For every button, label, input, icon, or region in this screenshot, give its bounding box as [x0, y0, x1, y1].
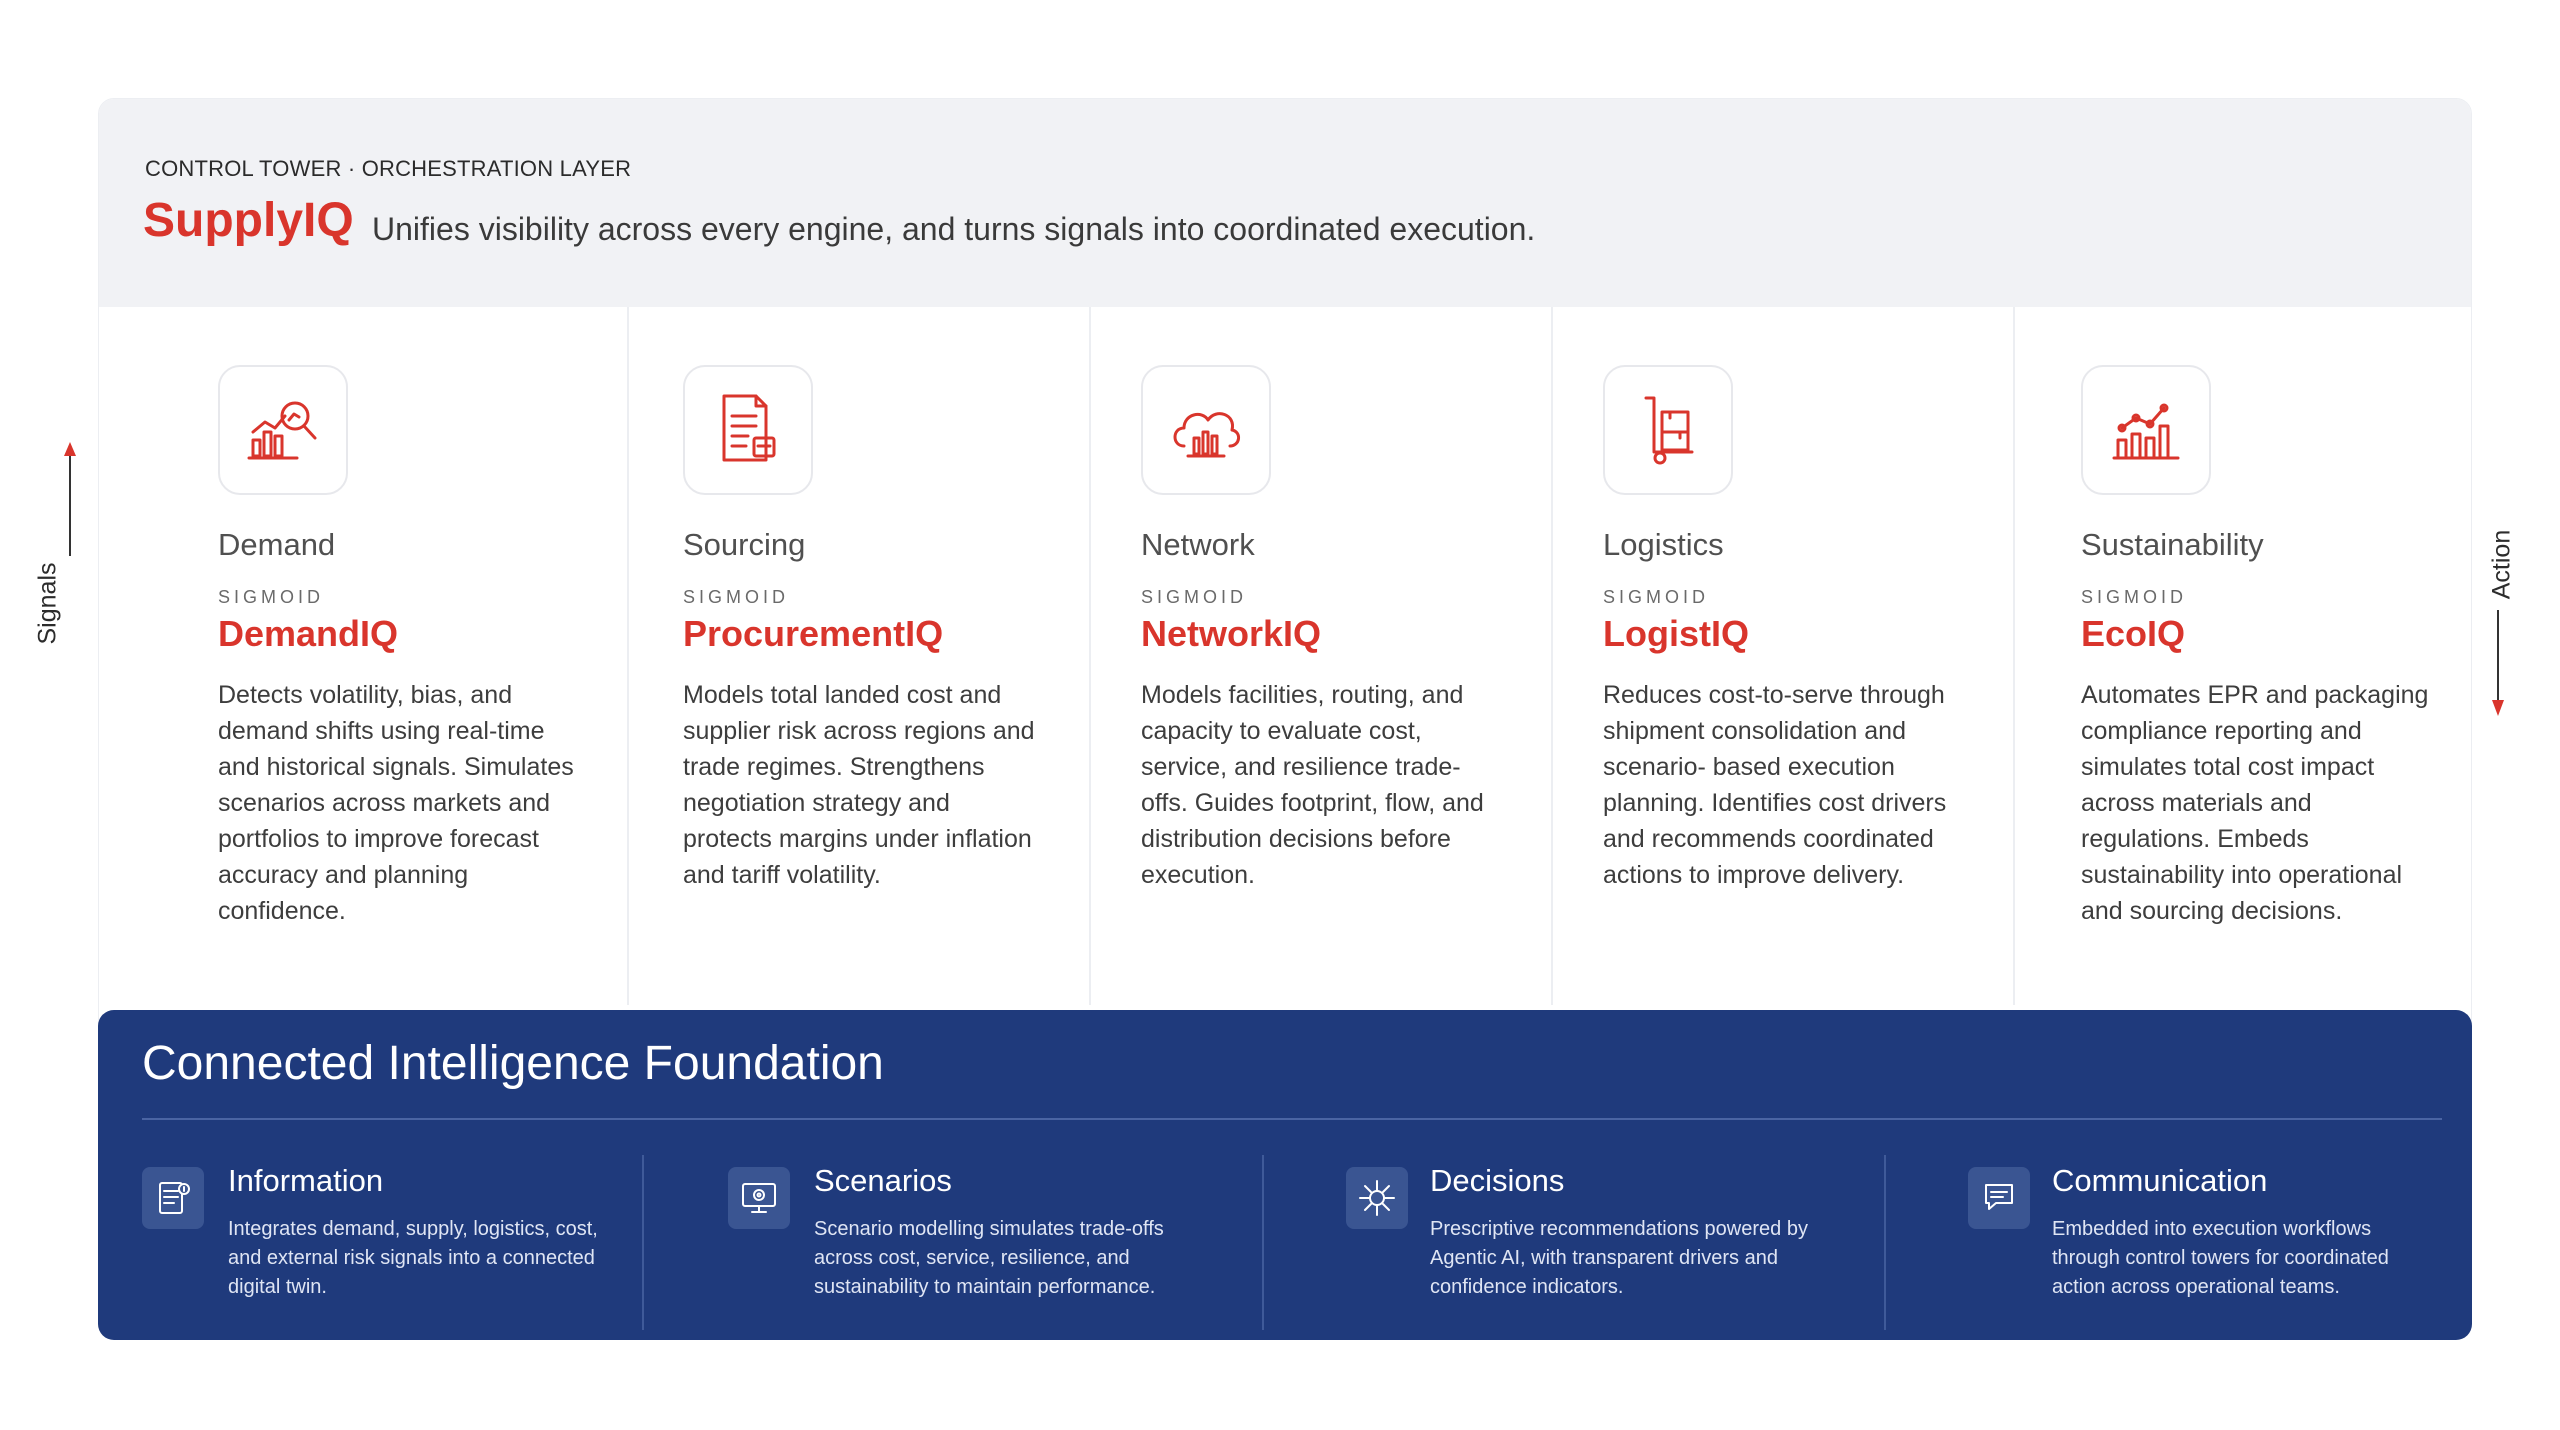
engine-brand: SIGMOID [683, 587, 790, 607]
action-label: Action [2487, 529, 2516, 600]
engine-name: ProcurementIQ [683, 613, 944, 654]
engine-category: Sourcing [683, 527, 806, 562]
engine-category: Demand [218, 527, 336, 562]
engine-brand: SIGMOID [1603, 587, 1710, 607]
engine-description: Automates EPR and packaging compliance reporting and simulates total cost impact across materials and regulations. Embeds sustainability into operational and sourcing decisions. [2081, 681, 2429, 925]
information-document-icon [142, 1167, 204, 1229]
engine-brand: SIGMOID [2081, 587, 2188, 607]
control-tower-header [99, 99, 2471, 307]
engine-category: Network [1141, 527, 1255, 562]
pillar-title: Scenarios [814, 1163, 952, 1198]
demand-analytics-icon [218, 365, 348, 495]
pillar-scenarios [642, 1155, 1262, 1330]
growth-chart-icon [2081, 365, 2211, 495]
engine-description: Models total landed cost and supplier risk across regions and trade regimes. Strengthens negotiation strategy and protects margins under inflation and tariff volatility. [683, 681, 1035, 889]
pillar-title: Decisions [1430, 1163, 1565, 1198]
foundation-title: Connected Intelligence Foundation [142, 1037, 884, 1090]
engine-sourcing [627, 307, 1089, 1005]
action-down-arrow-icon [2478, 522, 2518, 722]
header-brand: SupplyIQ [143, 194, 354, 247]
engine-category: Logistics [1603, 527, 1724, 562]
chat-bubbles-icon [1968, 1167, 2030, 1229]
engine-brand: SIGMOID [1141, 587, 1248, 607]
engine-description: Reduces cost-to-serve through shipment consolidation and scenario- based execution planning. Identifies cost drivers and recommends coordinated actions to improve delivery. [1603, 681, 1947, 889]
engine-name: DemandIQ [218, 613, 399, 654]
procurement-document-icon [683, 365, 813, 495]
decision-compass-icon [1346, 1167, 1408, 1229]
engine-columns [99, 307, 2471, 1005]
pillar-description: Embedded into execution workflows through control towers for coordinated action across operational teams. [2052, 1218, 2389, 1298]
header-tagline: Unifies visibility across every engine, and turns signals into coordinated execution. [372, 211, 1536, 247]
pillar-title: Information [228, 1163, 384, 1198]
engine-name: LogistIQ [1603, 613, 1749, 654]
engine-name: EcoIQ [2081, 613, 2186, 654]
hand-truck-icon [1603, 365, 1733, 495]
pillar-description: Integrates demand, supply, logistics, cost, and external risk signals into a connected digital twin. [228, 1218, 598, 1298]
engine-name: NetworkIQ [1141, 613, 1322, 654]
engine-brand: SIGMOID [218, 587, 325, 607]
scenario-monitor-icon [728, 1167, 790, 1229]
engine-description: Models facilities, routing, and capacity to evaluate cost, service, and resilience trade-offs. Guides footprint, flow, and distribution decisions before execution. [1141, 681, 1484, 889]
pillar-description: Prescriptive recommendations powered by Agentic AI, with transparent drivers and confidence indicators. [1430, 1218, 1808, 1298]
engine-sustainability [2013, 307, 2472, 1005]
connected-intelligence-foundation [98, 1010, 2472, 1340]
foundation-divider [142, 1118, 2442, 1120]
engine-logistics [1551, 307, 2013, 1005]
engine-demand [99, 307, 627, 1005]
pillar-description: Scenario modelling simulates trade-offs across cost, service, resilience, and sustainability to maintain performance. [814, 1218, 1164, 1298]
signals-label: Signals [33, 562, 62, 645]
engine-description: Detects volatility, bias, and demand shifts using real-time and historical signals. Simulates scenarios across markets and portfolios to improve forecast accuracy and planning confidence. [218, 681, 574, 925]
engine-network [1089, 307, 1551, 1005]
pillar-title: Communication [2052, 1163, 2268, 1198]
pillar-communication [1884, 1155, 2472, 1330]
header-eyebrow: CONTROL TOWER · ORCHESTRATION LAYER [145, 156, 632, 181]
cloud-network-icon [1141, 365, 1271, 495]
engine-category: Sustainability [2081, 527, 2264, 562]
pillar-decisions [1262, 1155, 1884, 1330]
